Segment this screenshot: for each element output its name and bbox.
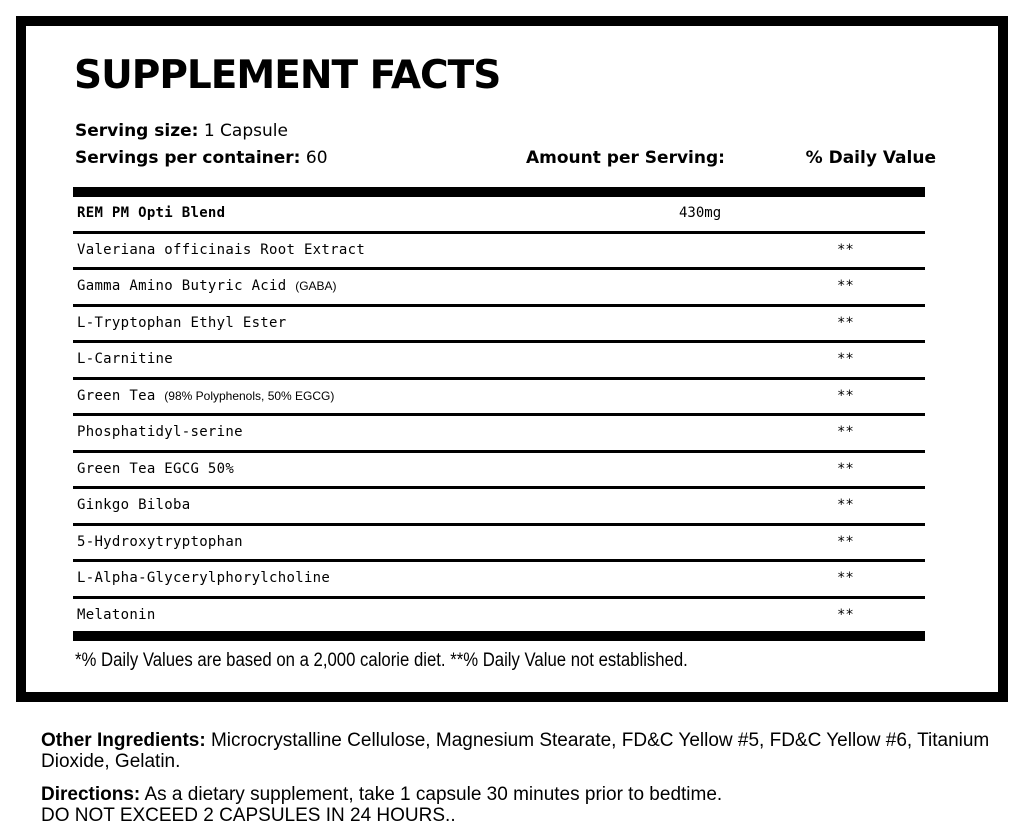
ingredient-daily-value: ** bbox=[837, 241, 854, 258]
daily-value-footnote: *% Daily Values are based on a 2,000 calorie diet. **% Daily Value not established. bbox=[75, 650, 688, 671]
other-ingredients-text: Microcrystalline Cellulose, Magnesium Stearate, FD&C Yellow #5, FD&C Yellow #6, Titanium Dioxide, Gelatin. bbox=[41, 730, 990, 772]
ingredient-name: Green Tea (98% Polyphenols, 50% EGCG) bbox=[77, 387, 335, 404]
ingredient-daily-value: ** bbox=[837, 387, 854, 404]
ingredient-name: L-Alpha-Glycerylphorylcholine bbox=[77, 570, 331, 586]
ingredient-daily-value: ** bbox=[837, 606, 854, 623]
directions-label: Directions: bbox=[41, 784, 141, 805]
ingredient-note: (98% Polyphenols, 50% EGCG) bbox=[164, 388, 335, 403]
ingredient-amount: 430mg bbox=[679, 205, 722, 221]
table-row bbox=[73, 416, 925, 453]
table-row bbox=[73, 453, 925, 490]
ingredient-name: Phosphatidyl-serine bbox=[77, 424, 243, 440]
top-divider-bar bbox=[73, 187, 925, 197]
ingredient-name: Ginkgo Biloba bbox=[77, 497, 191, 513]
ingredient-name: Valeriana officinais Root Extract bbox=[77, 241, 366, 258]
ingredient-daily-value: ** bbox=[837, 314, 854, 331]
serving-size-label: Serving size: bbox=[75, 121, 199, 141]
table-row bbox=[73, 562, 925, 599]
ingredient-daily-value: ** bbox=[837, 351, 854, 367]
ingredient-name: REM PM Opti Blend bbox=[77, 205, 226, 221]
ingredient-name: L-Tryptophan Ethyl Ester bbox=[77, 314, 287, 331]
table-row bbox=[73, 599, 925, 636]
supplement-facts-panel bbox=[16, 16, 1008, 702]
ingredient-name: Gamma Amino Butyric Acid (GABA) bbox=[77, 278, 337, 294]
other-ingredients bbox=[41, 730, 1001, 772]
table-row bbox=[73, 197, 925, 234]
amount-per-serving-header: Amount per Serving: bbox=[526, 148, 725, 168]
table-row bbox=[73, 307, 925, 344]
ingredient-daily-value: ** bbox=[837, 424, 854, 440]
directions-warning: DO NOT EXCEED 2 CAPSULES IN 24 HOURS.. bbox=[41, 805, 456, 826]
ingredient-table bbox=[73, 197, 925, 635]
table-row bbox=[73, 380, 925, 417]
ingredient-daily-value: ** bbox=[837, 570, 854, 586]
table-row bbox=[73, 234, 925, 271]
ingredient-name: Green Tea EGCG 50% bbox=[77, 460, 235, 477]
directions-text: As a dietary supplement, take 1 capsule 30 minutes prior to bedtime. bbox=[140, 784, 723, 805]
servings-per-container-label: Servings per container: bbox=[75, 148, 301, 168]
table-row bbox=[73, 489, 925, 526]
servings-per-container-value: 60 bbox=[300, 148, 328, 168]
serving-size bbox=[75, 123, 288, 140]
table-row bbox=[73, 270, 925, 307]
table-row bbox=[73, 343, 925, 380]
daily-value-header: % Daily Value bbox=[805, 148, 936, 168]
serving-size-value: 1 Capsule bbox=[198, 121, 288, 141]
servings-per-container bbox=[75, 150, 328, 167]
bottom-divider-bar bbox=[73, 631, 925, 641]
ingredient-note: (GABA) bbox=[295, 279, 337, 293]
ingredient-name: Melatonin bbox=[77, 606, 156, 623]
panel-title: SUPPLEMENT FACTS bbox=[74, 53, 501, 98]
ingredient-daily-value: ** bbox=[837, 278, 854, 294]
directions bbox=[41, 784, 1001, 826]
table-row bbox=[73, 526, 925, 563]
ingredient-name: L-Carnitine bbox=[77, 351, 174, 367]
ingredient-daily-value: ** bbox=[837, 533, 854, 550]
ingredient-daily-value: ** bbox=[837, 497, 854, 513]
ingredient-name: 5-Hydroxytryptophan bbox=[77, 533, 243, 550]
other-ingredients-label: Other Ingredients: bbox=[41, 730, 206, 751]
ingredient-daily-value: ** bbox=[837, 460, 854, 477]
